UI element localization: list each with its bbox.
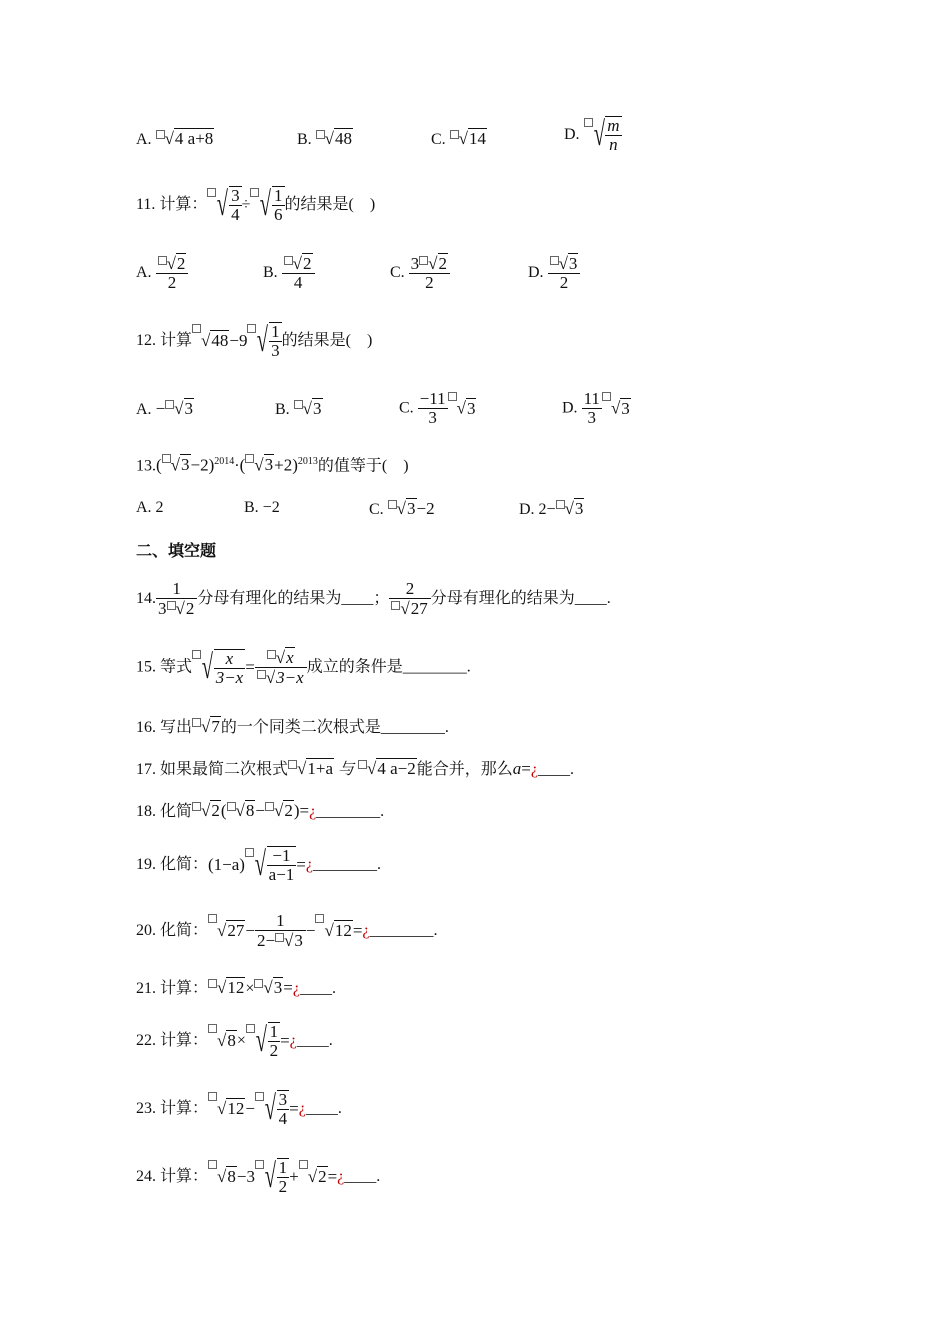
radical-icon <box>162 454 171 463</box>
radical-icon <box>245 848 254 857</box>
radical-icon <box>156 130 165 139</box>
q18-question: 18. 化简 √2( √8− √2)=¿________. <box>136 801 385 820</box>
radical-icon <box>267 650 276 659</box>
radical-icon <box>358 760 367 769</box>
radical-icon <box>227 802 236 811</box>
option-c: C. √3−2 <box>369 499 435 518</box>
option-b: B. √3 <box>275 399 322 418</box>
option-c: C. $\frac{-11}{3}$ √3 <box>399 389 476 427</box>
q11-question: 11. 计算： √ $\frac{3}{4}$ ÷ √ $\frac{1}{6}$ 的结果是( ) <box>136 186 376 224</box>
option-d: D. √ $\frac{m}{n}$ <box>564 116 620 154</box>
radical-icon <box>158 256 167 265</box>
radical-icon <box>245 454 254 463</box>
q21-question: 21. 计算： √12× √3=¿____. <box>136 978 336 997</box>
radical-icon <box>208 914 217 923</box>
radical-icon <box>207 188 216 197</box>
radical-icon <box>257 670 266 679</box>
radical-icon <box>391 601 400 610</box>
section-heading: 二、填空题 <box>136 541 217 560</box>
option-a: A. 2 <box>136 499 164 516</box>
radical-icon <box>192 718 201 727</box>
option-a: A. $\frac{√2}{2}$ <box>136 254 188 292</box>
radical-icon <box>165 400 174 409</box>
radical-icon <box>192 650 201 659</box>
option-c: C. √14 <box>431 129 487 148</box>
option-b: B. $\frac{√2}{4}$ <box>263 254 315 292</box>
radical-icon <box>208 1024 217 1033</box>
radical-icon <box>388 500 397 509</box>
q20-question: 20. 化简： √27− $\frac{1}{2- √3}$ − √12=¿________. <box>136 911 438 950</box>
radical-icon <box>550 256 559 265</box>
q15-question: 15. 等式 √ $\frac{x}{3-x}$ = $\frac{√x}{√3-x}$ 成立的条件是________. <box>136 648 471 687</box>
radical-icon <box>192 802 201 811</box>
option-d: D. $\frac{11}{3}$ √3 <box>562 389 630 427</box>
option-d: D. $\frac{√3}{2}$ <box>528 254 580 292</box>
q16-question: 16. 写出 √7的一个同类二次根式是________. <box>136 717 449 736</box>
radical-icon <box>192 324 201 333</box>
q17-question: 17. 如果最简二次根式 √1+a 与 √4 a−2能合并，那么a=¿____. <box>136 759 574 778</box>
radical-icon <box>584 118 593 127</box>
radical-icon <box>208 979 217 988</box>
q12-question: 12. 计算 √48−9 √ $\frac{1}{3}$ 的结果是( ) <box>136 322 373 360</box>
radical-icon <box>250 188 259 197</box>
radical-icon <box>556 500 565 509</box>
q22-question: 22. 计算： √8× √ $\frac{1}{2}$ =¿____. <box>136 1022 333 1060</box>
radical-icon <box>450 130 459 139</box>
radical-icon <box>167 601 176 610</box>
radical-icon <box>208 1092 217 1101</box>
radical-icon <box>255 1160 264 1169</box>
radical-icon <box>602 392 611 401</box>
radical-icon <box>299 1160 308 1169</box>
radical-icon <box>247 324 256 333</box>
radical-icon <box>208 1160 217 1169</box>
q14-question: 14. $\frac{1}{3 √2}$ 分母有理化的结果为____； $\frac{2}{√27}$ 分母有理化的结果为____. <box>136 579 611 618</box>
option-c: C. $\frac{3 √2}{2}$ <box>390 254 450 292</box>
q19-question: 19. 化简：(1−a) √ $\frac{-1}{a-1}$ =¿________. <box>136 846 381 884</box>
q13-question: 13.( √3−2)$^{2014}$·( √3+2)$^{2013}$的值等于( ) <box>136 455 409 475</box>
radical-icon <box>448 392 457 401</box>
option-b: B. −2 <box>244 499 280 516</box>
radical-icon <box>316 130 325 139</box>
radical-icon <box>255 1092 264 1101</box>
q24-question: 24. 计算： √8−3 √ $\frac{1}{2}$ + √2=¿____. <box>136 1158 381 1196</box>
radical-icon <box>294 400 303 409</box>
radical-icon <box>265 802 274 811</box>
radical-icon <box>288 760 297 769</box>
option-a: A. √4 a+8 <box>136 129 214 148</box>
option-a: A. − √3 <box>136 399 193 418</box>
option-b: B. √48 <box>297 129 353 148</box>
radical-icon <box>284 256 293 265</box>
radical-icon <box>419 256 428 265</box>
radical-icon <box>275 933 284 942</box>
radical-icon <box>246 1024 255 1033</box>
option-d: D. 2− √3 <box>519 499 584 518</box>
q23-question: 23. 计算： √12− √ $\frac{3}{4}$ =¿____. <box>136 1090 342 1128</box>
